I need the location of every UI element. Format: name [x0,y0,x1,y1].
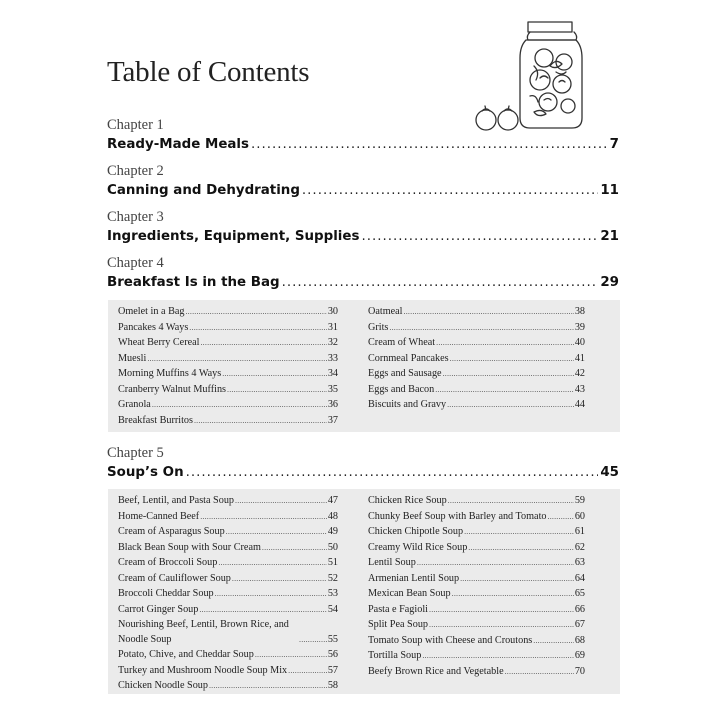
recipe-item[interactable]: Lentil Soup ..... 63 [368,555,585,571]
chapter-2-entry[interactable] [107,163,619,200]
recipe-item[interactable]: Beef, Lentil, and Pasta Soup ..... 47 [118,493,338,509]
chapter-3-entry[interactable] [107,209,619,246]
recipe-column-right [368,493,585,694]
recipe-item[interactable]: Armenian Lentil Soup ..... 64 [368,571,585,587]
recipe-item[interactable]: Chicken Noodle Soup ..... 58 [118,678,338,694]
chapter-4-recipe-list [108,300,620,432]
recipe-item[interactable]: Cream of Cauliflower Soup ..... 52 [118,571,338,587]
chapter-5-entry[interactable] [107,445,619,482]
recipe-item[interactable]: Cream of Asparagus Soup ..... 49 [118,524,338,540]
recipe-item[interactable]: Split Pea Soup ..... 67 [368,617,585,633]
recipe-item[interactable]: Morning Muffins 4 Ways ..... 34 [118,366,338,382]
recipe-item[interactable]: Mexican Bean Soup ..... 65 [368,586,585,602]
chapter-5-recipe-list [108,489,620,694]
leader-dots [251,135,608,154]
recipe-item[interactable]: Nourishing Beef, Lentil, Brown Rice, and Noodle Soup ..... 55 [118,617,338,647]
recipe-item[interactable]: Muesli ..... 33 [118,351,338,367]
chapter-label: Chapter 3 [107,209,164,225]
leader-dots [282,273,599,292]
chapter-label: Chapter 4 [107,255,164,271]
chapter-page-number: 21 [600,229,619,244]
chapter-title: Canning and Dehydrating [107,183,300,198]
chapter-title: Ready-Made Meals [107,137,249,152]
chapter-label: Chapter 2 [107,163,164,179]
recipe-item[interactable]: Black Bean Soup with Sour Cream ..... 50 [118,540,338,556]
chapter-page-number: 45 [600,465,619,480]
recipe-item[interactable]: Tortilla Soup ..... 69 [368,648,585,664]
leader-dots [361,227,598,246]
chapter-page-number: 7 [609,137,619,152]
recipe-item[interactable]: Wheat Berry Cereal ..... 32 [118,335,338,351]
recipe-item[interactable]: Pasta e Fagioli ..... 66 [368,602,585,618]
chapter-title: Breakfast Is in the Bag [107,275,280,290]
recipe-item[interactable]: Creamy Wild Rice Soup ..... 62 [368,540,585,556]
recipe-item[interactable]: Eggs and Bacon ..... 43 [368,382,585,398]
recipe-item[interactable]: Biscuits and Gravy ..... 44 [368,397,585,413]
recipe-item[interactable]: Cream of Broccoli Soup ..... 51 [118,555,338,571]
recipe-item[interactable]: Oatmeal ..... 38 [368,304,585,320]
chapter-title: Ingredients, Equipment, Supplies [107,229,360,244]
recipe-item[interactable]: Chunky Beef Soup with Barley and Tomato ..... 60 [368,509,585,525]
recipe-item[interactable]: Broccoli Cheddar Soup ..... 53 [118,586,338,602]
recipe-item[interactable]: Turkey and Mushroom Noodle Soup Mix ..... 57 [118,663,338,679]
chapter-title: Soup’s On [107,465,184,480]
recipe-item[interactable]: Grits ..... 39 [368,320,585,336]
recipe-item[interactable]: Chicken Rice Soup ..... 59 [368,493,585,509]
recipe-item[interactable]: Carrot Ginger Soup ..... 54 [118,602,338,618]
chapter-label: Chapter 1 [107,117,164,133]
recipe-item[interactable]: Granola ..... 36 [118,397,338,413]
recipe-column-left [118,493,338,694]
recipe-column-left [118,304,338,432]
leader-dots [186,463,599,482]
recipe-item[interactable]: Tomato Soup with Cheese and Croutons ..... 68 [368,633,585,649]
chapter-page-number: 29 [600,275,619,290]
recipe-item[interactable]: Beefy Brown Rice and Vegetable ..... 70 [368,664,585,680]
recipe-item[interactable]: Cornmeal Pancakes ..... 41 [368,351,585,367]
leader-dots [302,181,598,200]
chapter-4-entry[interactable] [107,255,619,292]
recipe-item[interactable]: Eggs and Sausage ..... 42 [368,366,585,382]
recipe-item[interactable]: Omelet in a Bag ..... 30 [118,304,338,320]
recipe-column-right [368,304,585,432]
chapter-1-entry[interactable] [107,117,619,154]
recipe-item[interactable]: Cranberry Walnut Muffins ..... 35 [118,382,338,398]
page-title: Table of Contents [107,56,310,88]
recipe-item[interactable]: Pancakes 4 Ways ..... 31 [118,320,338,336]
recipe-item[interactable]: Breakfast Burritos ..... 37 [118,413,338,429]
recipe-item[interactable]: Potato, Chive, and Cheddar Soup ..... 56 [118,647,338,663]
recipe-item[interactable]: Chicken Chipotle Soup ..... 61 [368,524,585,540]
recipe-item[interactable]: Cream of Wheat ..... 40 [368,335,585,351]
recipe-item[interactable]: Home-Canned Beef ..... 48 [118,509,338,525]
chapter-page-number: 11 [600,183,619,198]
chapter-label: Chapter 5 [107,445,164,461]
